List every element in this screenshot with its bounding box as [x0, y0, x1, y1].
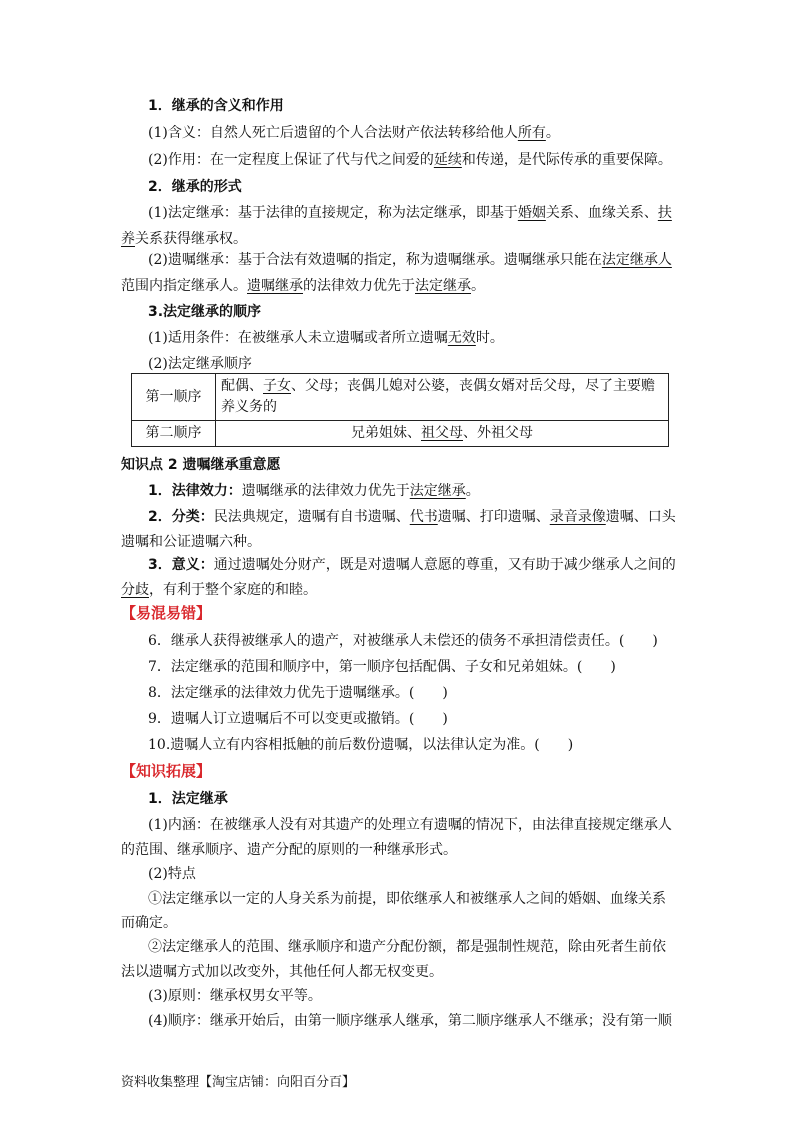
quiz-item: 10.遗嘱人立有内容相抵触的前后数份遗嘱，以法律认定为准。( ) — [148, 737, 574, 753]
quiz-item: 8．法定继承的法律效力优先于遗嘱继承。( ) — [148, 685, 448, 701]
quiz-item: 7．法定继承的范围和顺序中，第一顺序包括配偶、子女和兄弟姐妹。( ) — [148, 659, 616, 675]
section-1-title: 1．继承的含义和作用 — [148, 98, 284, 114]
blank-answer: 遗嘱继承 — [247, 278, 303, 294]
k2-meaning: 3．意义：通过遗嘱处分财产，既是对遗嘱人意愿的尊重，又有助于减少继承人之间的 — [148, 557, 676, 573]
expansion-p1-cont: 的范围、继承顺序、遗产分配的原则的一种继承形式。 — [121, 842, 457, 858]
quiz-item: 9．遗嘱人订立遗嘱后不可以变更或撤销。( ) — [148, 711, 448, 727]
quiz-item: 6．继承人获得被继承人的遗产，对被继承人未偿还的债务不承担清偿责任。( ) — [148, 633, 658, 649]
blank-answer: 代书 — [409, 509, 438, 525]
expansion-p1: (1)内涵：在被继承人没有对其遗产的处理立有遗嘱的情况下，由法律直接规定继承人 — [148, 817, 672, 833]
expansion-p4-cont: 法以遗嘱方式加以改变外，其他任何人都无权变更。 — [121, 964, 443, 980]
page-footer: 资料收集整理【淘宝店铺：向阳百分百】 — [121, 1075, 356, 1090]
table-cell-label: 第二顺序 — [132, 421, 216, 447]
table-row — [132, 374, 669, 421]
k2-types-cont: 遗嘱和公证遗嘱六种。 — [121, 534, 261, 550]
blank-answer: 祖父母 — [421, 425, 463, 441]
table-cell-content: 配偶、子女、父母；丧偶儿媳对公婆，丧偶女婿对岳父母，尽了主要赡 养义务的 — [216, 374, 669, 421]
blank-answer: 子女 — [263, 378, 291, 394]
k2-effect: 1．法律效力：遗嘱继承的法律效力优先于法定继承。 — [148, 483, 480, 499]
s1-definition: (1)含义：自然人死亡后遗留的个人合法财产依法转移给他人所有。 — [148, 125, 560, 141]
blank-answer: 法定继承人 — [601, 252, 672, 268]
blank-answer: 所有 — [517, 125, 546, 141]
s2-statutory-cont: 养关系获得继承权。 — [121, 231, 247, 247]
s3-condition: (1)适用条件：在被继承人未立遗嘱或者所立遗嘱无效时。 — [148, 330, 504, 346]
blank-answer: 录音录像 — [549, 509, 606, 525]
expansion-p2: (2)特点 — [148, 866, 196, 882]
s1-function: (2)作用：在一定程度上保证了代与代之间爱的延续和传递，是代际传承的重要保障。 — [148, 152, 672, 168]
blank-answer: 无效 — [447, 330, 476, 346]
s2-testamentary: (2)遗嘱继承：基于合法有效遗嘱的指定，称为遗嘱继承。遗嘱继承只能在法定继承人 — [148, 252, 672, 268]
blank-answer: 法定继承 — [409, 483, 466, 499]
table-cell-label: 第一顺序 — [132, 374, 216, 421]
section-2-title: 2．继承的形式 — [148, 179, 242, 195]
s2-statutory: (1)法定继承：基于法律的直接规定，称为法定继承，即基于婚姻关系、血缘关系、扶 — [148, 205, 672, 221]
expansion-title: 1．法定继承 — [148, 791, 228, 807]
expansion-p5: (3)原则：继承权男女平等。 — [148, 988, 322, 1004]
k2-types: 2．分类：民法典规定，遗嘱有自书遗嘱、代书遗嘱、打印遗嘱、录音录像遗嘱、口头 — [148, 509, 676, 525]
section-3-title: 3.法定继承的顺序 — [148, 304, 262, 320]
k2-meaning-cont: 分歧，有利于整个家庭的和睦。 — [121, 582, 317, 598]
blank-answer: 养 — [121, 231, 135, 247]
succession-order-table — [131, 373, 669, 447]
expansion-p6: (4)顺序：继承开始后，由第一顺序继承人继承，第二顺序继承人不继承；没有第一顺 — [148, 1013, 672, 1029]
blank-answer: 法定继承 — [415, 278, 471, 294]
table-row — [132, 421, 669, 447]
blank-answer: 延续 — [433, 152, 462, 168]
s3-order-label: (2)法定继承顺序 — [148, 356, 252, 372]
confusion-heading: 【易混易错】 — [121, 604, 212, 622]
expansion-p3-cont: 而确定。 — [121, 915, 177, 931]
blank-answer: 婚姻 — [517, 205, 546, 221]
expansion-p4: ②法定继承人的范围、继承顺序和遗产分配份额，都是强制性规范，除由死者生前依 — [148, 939, 666, 955]
expansion-heading: 【知识拓展】 — [121, 762, 212, 780]
table-cell-content: 兄弟姐妹、祖父母、外祖父母 — [216, 421, 669, 447]
expansion-p3: ①法定继承以一定的人身关系为前提，即依继承人和被继承人之间的婚姻、血缘关系 — [148, 891, 666, 907]
blank-answer: 扶 — [657, 205, 672, 221]
knowledge-point-2-title: 知识点 2 遗嘱继承重意愿 — [121, 457, 281, 473]
blank-answer: 分歧 — [121, 582, 149, 598]
s2-testamentary-cont: 范围内指定继承人。遗嘱继承的法律效力优先于法定继承。 — [121, 278, 485, 294]
